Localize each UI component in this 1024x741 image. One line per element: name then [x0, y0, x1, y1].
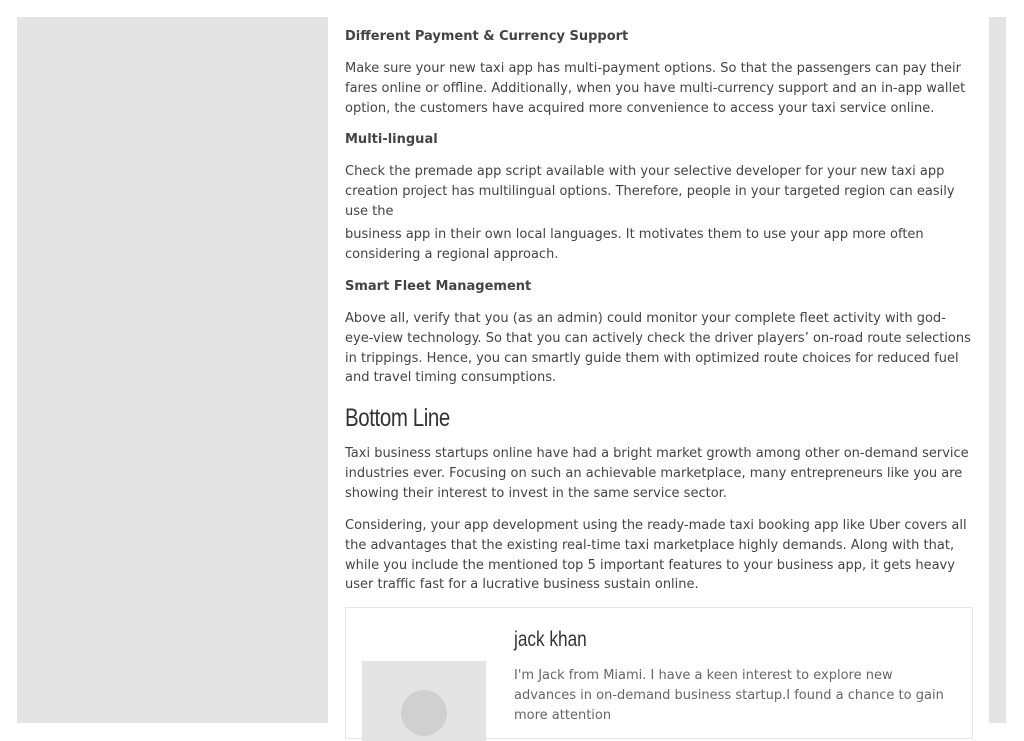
section-heading-multilingual: Multi-lingual — [345, 132, 438, 147]
section-paragraph-multilingual-2: business app in their own local languages. It motivates them to use your app more often considering a regional approach. — [345, 227, 924, 262]
bottom-line-paragraph-1: Taxi business startups online have had a bright market growth among other on-demand service industries ever. Focusing on such an achievable marketplace, many entrepreneurs like you are showing their interest to invest in the same service sector. — [345, 446, 969, 501]
section-heading-payment-currency: Different Payment & Currency Support — [345, 29, 629, 44]
section-paragraph-fleet-management: Above all, verify that you (as an admin) could monitor your complete fleet activity with god-eye-view technology. So that you can actively check the driver players’ on-road route selections in trippings. Hence, you can smartly guide them with optimized route choices for reduced fuel and travel timing consumptions. — [345, 311, 971, 386]
bottom-line-heading: Bottom Line — [345, 404, 450, 432]
left-sidebar — [17, 17, 328, 723]
author-bio: I'm Jack from Miami. I have a keen interest to explore new advances in on-demand business startup.I found a chance to gain more attention — [514, 668, 944, 723]
page-right-margin — [1006, 0, 1024, 723]
user-avatar-placeholder-icon — [362, 661, 486, 741]
author-name[interactable]: jack khan — [514, 628, 587, 651]
author-box — [345, 607, 973, 739]
section-paragraph-multilingual-1: Check the premade app script available with your selective developer for your new taxi app creation project has multilingual options. Therefore, people in your targeted region can easily use the — [345, 164, 955, 219]
page-left-margin — [0, 0, 17, 723]
section-paragraph-payment-currency: Make sure your new taxi app has multi-payment options. So that the passengers can pay their fares online or offline. Additionally, when you have multi-currency support and an in-app wallet option, the customers have acquired more convenience to access your taxi service online. — [345, 61, 966, 116]
section-heading-fleet-management: Smart Fleet Management — [345, 279, 532, 294]
avatar-head-shape — [401, 690, 447, 736]
right-sidebar-rail — [989, 17, 1006, 723]
bottom-line-paragraph-2: Considering, your app development using the ready-made taxi booking app like Uber covers all the advantages that the existing real-time taxi marketplace highly demands. Along with that, while you include the mentioned top 5 important features to your business app, it gets heavy user traffic fast for a lucrative business sustain online. — [345, 518, 967, 593]
